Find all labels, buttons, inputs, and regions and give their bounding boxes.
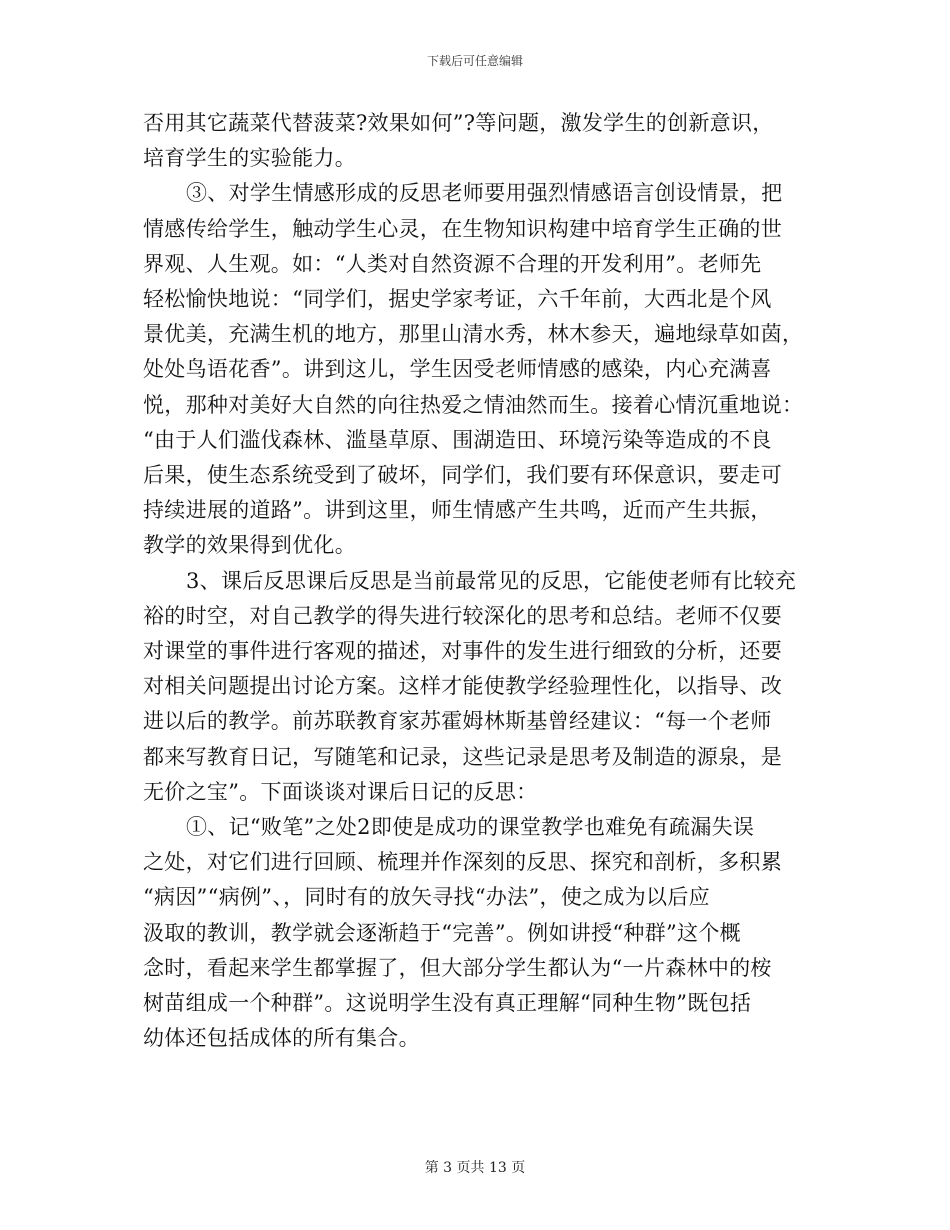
paragraph-start-line: ③、对学生情感形成的反思老师要用强烈情感语言创设情景，把 — [186, 181, 783, 206]
text-line: 无价之宝”。下面谈谈对课后日记的反思： — [143, 779, 538, 804]
text-line: 进以后的教学。前苏联教育家苏霍姆林斯基曾经建议：“每一个老师 — [143, 709, 772, 734]
paragraph-start-line: 3、课后反思课后反思是当前最常见的反思，它能使老师有比较充 — [186, 568, 797, 593]
text-line: 汲取的教训，教学就会逐渐趋于“完善”。例如讲授“种群”这个概 — [143, 920, 741, 945]
paragraph-start-line: ①、记“败笔”之处2即使是成功的课堂教学也难免有疏漏失误 — [186, 815, 755, 840]
text-line: 树苗组成一个种群”。这说明学生没有真正理解“同种生物”既包括 — [143, 991, 752, 1016]
text-line: 之处，对它们进行回顾、梳理并作深刻的反思、探究和剖析，多积累 — [143, 850, 782, 875]
text-line: “病因”“病例”、，同时有的放矢寻找“办法”，使之成为以后应 — [143, 885, 710, 910]
text-line: 轻松愉快地说：“同学们，据史学家考证，六千年前，大西北是个风 — [143, 287, 772, 312]
text-line: 处处鸟语花香”。讲到这儿，学生因受老师情感的感染，内心充满喜 — [143, 357, 772, 382]
text-line: 都来写教育日记，写随笔和记录，这些记录是思考及制造的源泉，是 — [143, 744, 782, 769]
text-line: 教学的效果得到优化。 — [143, 533, 356, 558]
text-line: 培育学生的实验能力。 — [143, 146, 356, 171]
text-line: 悦，那种对美好大自然的向往热爱之情油然而生。接着心情沉重地说： — [143, 392, 804, 417]
text-line: 幼体还包括成体的所有集合。 — [143, 1026, 420, 1051]
page-header: 下载后可任意编辑 — [426, 54, 523, 68]
text-line: 持续进展的道路”。讲到这里，师生情感产生共鸣，近而产生共振， — [143, 498, 772, 523]
text-line: 景优美，充满生机的地方，那里山清水秀，林木参天，遍地绿草如茵， — [143, 322, 804, 347]
text-line: 裕的时空，对自己教学的得失进行较深化的思考和总结。老师不仅要 — [143, 603, 782, 628]
text-line: 后果，使生态系统受到了破坏，同学们，我们要有环保意识，要走可 — [143, 463, 782, 488]
text-line: 对相关问题提出讨论方案。这样才能使教学经验理性化，以指导、改 — [143, 674, 782, 699]
text-line: 界观、人生观。如：“人类对自然资源不合理的开发利用”。老师先 — [143, 251, 762, 276]
text-line: 否用其它蔬菜代替菠菜?效果如何”?等问题，激发学生的创新意识， — [143, 111, 774, 135]
page-footer: 第 3 页共 13 页 — [424, 1160, 526, 1176]
text-line: 情感传给学生，触动学生心灵，在生物知识构建中培育学生正确的世 — [143, 216, 782, 241]
body-text — [143, 106, 813, 1056]
text-line: 对课堂的事件进行客观的描述，对事件的发生进行细致的分析，还要 — [143, 639, 782, 664]
text-line: 念时，看起来学生都掌握了，但大部分学生都认为“一片森林中的桉 — [143, 955, 772, 980]
text-line: “由于人们滥伐森林、滥垦草原、围湖造田、环境污染等造成的不良 — [143, 427, 772, 452]
